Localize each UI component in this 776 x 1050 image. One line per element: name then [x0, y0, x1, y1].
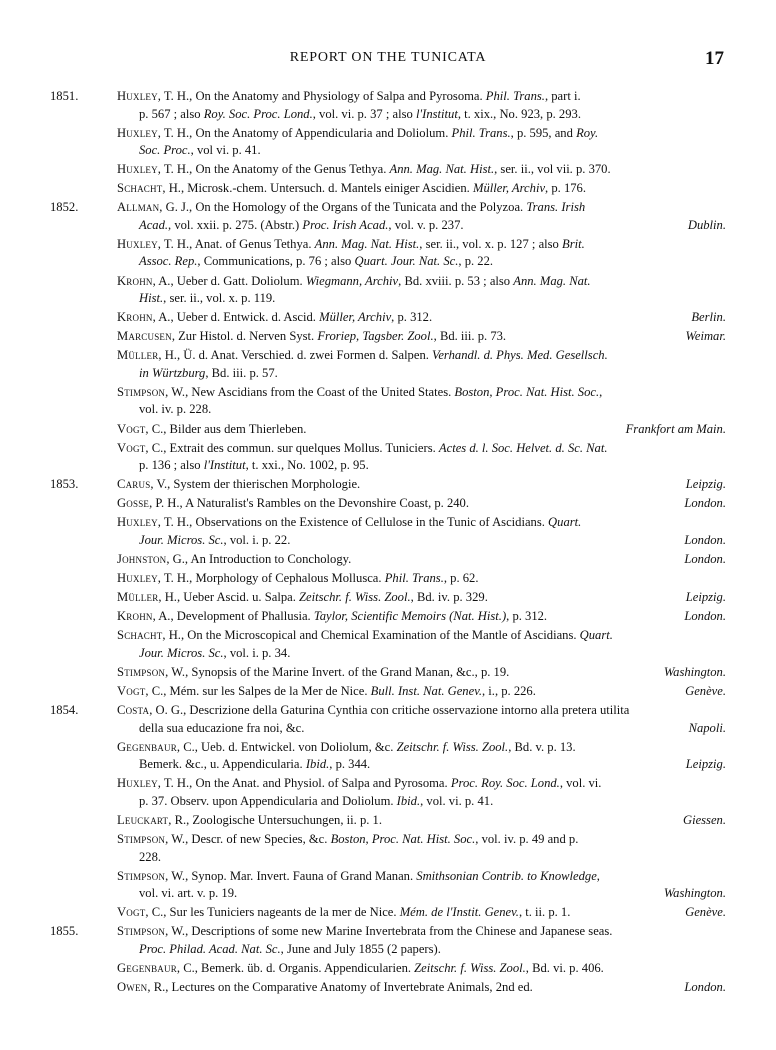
- citation-text: , p. 22.: [458, 254, 494, 269]
- bibliography-entry: [0, 309, 776, 327]
- citation-text: p. 136 ; also: [139, 458, 204, 473]
- author-name: Costa: [117, 703, 150, 718]
- bibliography-entry: [0, 347, 776, 382]
- publication-title: Zeitschr. f. Wiss. Zool.: [414, 960, 526, 975]
- entry-year: 1852.: [50, 200, 79, 215]
- publication-place: Weimar.: [685, 329, 726, 344]
- publication-place: Dublin.: [687, 217, 726, 232]
- publication-title: Froriep, Tagsber. Zool.: [317, 329, 434, 344]
- author-name: Krohn: [117, 609, 153, 624]
- bibliography-entry: [0, 236, 776, 271]
- citation-text: , H., Microsk.-chem. Untersuch. d. Mantels einiger Ascidien.: [162, 181, 473, 196]
- entry-line: [0, 328, 776, 346]
- citation-text: , A., Ueber d. Gatt. Doliolum.: [152, 273, 306, 288]
- bibliography-entry: [0, 979, 776, 997]
- bibliography-entry: [0, 923, 776, 958]
- entry-line: [0, 645, 776, 663]
- entry-line: [0, 979, 776, 997]
- author-name: Schacht: [117, 181, 163, 196]
- publication-place: London.: [684, 496, 726, 511]
- publication-title: Quart.: [579, 628, 613, 643]
- publication-place: Genève.: [685, 905, 726, 920]
- author-name: Huxley: [117, 89, 158, 103]
- publication-title: Müller, Archiv: [472, 181, 546, 196]
- bibliography-entry: [0, 812, 776, 830]
- citation-text: , p. 312.: [391, 310, 433, 325]
- entry-line: [0, 849, 776, 867]
- citation-text: , Bd. iii. p. 57.: [205, 365, 278, 380]
- citation-text: , Bd. xviii. p. 53 ; also: [398, 273, 514, 288]
- entry-line: [0, 551, 776, 569]
- entry-line: [0, 756, 776, 774]
- publication-title: Ibid.: [305, 757, 330, 772]
- citation-text: , ser. ii., vol. x. p. 119.: [163, 291, 276, 306]
- citation-text: , vol. vi. p. 41.: [420, 793, 494, 808]
- publication-place: Frankfort am Main.: [625, 421, 726, 436]
- entry-line: [0, 589, 776, 607]
- publication-title: Assoc. Rep.: [139, 254, 198, 269]
- entry-line: [0, 793, 776, 811]
- entry-line: [0, 532, 776, 550]
- publication-title: Smithsonian Contrib. to Knowledge: [416, 868, 597, 883]
- publication-title: Ann. Mag. Nat. Hist.: [314, 236, 420, 251]
- author-name: Johnston: [117, 552, 167, 566]
- bibliography-entry: [0, 608, 776, 626]
- citation-text: ,: [599, 384, 603, 399]
- citation-text: , Bd. iii. p. 73.: [433, 329, 507, 344]
- entry-line: [0, 125, 776, 143]
- publication-title: Proc. Philad. Acad. Nat. Sc.: [139, 941, 281, 956]
- bibliography-entry: [0, 960, 776, 978]
- citation-text: , p. 344.: [329, 757, 371, 772]
- entry-line: [0, 831, 776, 849]
- author-name: Leuckart: [117, 812, 169, 827]
- entry-line: [0, 683, 776, 701]
- citation-text: , W., New Ascidians from the Coast of the United States.: [165, 384, 455, 399]
- publication-title: Wiegmann, Archiv: [305, 273, 399, 288]
- author-name: Huxley: [117, 515, 158, 530]
- entry-line: [0, 273, 776, 291]
- citation-text: , Communications, p. 76 ; also: [197, 254, 355, 269]
- entry-line: [0, 142, 776, 160]
- author-name: Allman: [117, 200, 160, 215]
- entry-line: [0, 180, 776, 198]
- citation-text: , part i.: [544, 89, 581, 103]
- entry-year: 1853.: [50, 477, 79, 492]
- publication-title: Brit.: [562, 236, 585, 251]
- citation-text: , p. 62.: [443, 571, 479, 586]
- author-name: Gosse: [117, 496, 150, 511]
- publication-place: Berlin.: [691, 310, 726, 325]
- author-name: Stimpson: [117, 924, 166, 939]
- publication-title: Trans. Irish: [526, 200, 586, 215]
- author-name: Owen: [117, 980, 148, 994]
- citation-text: , T. H., Observations on the Existence of Cellulose in the Tunic of Ascidians.: [157, 515, 549, 530]
- entry-line: [0, 904, 776, 922]
- entry-line: [0, 608, 776, 626]
- publication-place: London.: [684, 980, 726, 994]
- bibliography-entry: [0, 904, 776, 922]
- publication-title: Quart.: [548, 515, 582, 530]
- citation-text: , A., Development of Phallusia.: [152, 609, 314, 624]
- bibliography-entry: [0, 627, 776, 662]
- bibliography-entry: [0, 664, 776, 682]
- bibliography-entry: [0, 180, 776, 198]
- publication-place: London.: [684, 609, 726, 624]
- entry-year: 1854.: [50, 703, 79, 718]
- bibliography-entry: [0, 328, 776, 346]
- citation-text: vol. vi. art. v. p. 19.: [139, 886, 238, 901]
- citation-text: , G. J., On the Homology of the Organs of the Tunicata and the Polyzoa.: [159, 200, 527, 215]
- entry-line: [0, 775, 776, 793]
- publication-place: Leipzig.: [685, 757, 726, 772]
- bibliography-entry: [0, 739, 776, 774]
- citation-text: , June and July 1855 (2 papers).: [280, 941, 441, 956]
- citation-text: , vol. i. p. 34.: [223, 645, 291, 660]
- citation-text: , p. 176.: [545, 181, 586, 196]
- entry-line: [0, 365, 776, 383]
- entry-year: 1851.: [50, 89, 79, 103]
- publication-place: Leipzig.: [685, 590, 726, 605]
- bibliography-entry: [0, 125, 776, 160]
- citation-text: , C., Extrait des commun. sur quelques Mollus. Tuniciers.: [145, 440, 439, 455]
- bibliography-entry: [0, 421, 776, 439]
- entry-line: [0, 476, 776, 494]
- author-name: Stimpson: [117, 384, 166, 399]
- citation-text: , Bd. v. p. 13.: [508, 739, 576, 754]
- author-name: Vogt: [117, 905, 146, 920]
- publication-title: Müller, Archiv: [319, 310, 392, 325]
- entry-year: 1855.: [50, 924, 79, 939]
- author-name: Stimpson: [117, 868, 166, 883]
- bibliography-entry: [0, 868, 776, 903]
- citation-text: , vol. i. p. 22.: [223, 532, 291, 547]
- page-header: [0, 48, 776, 70]
- citation-text: , Zur Histol. d. Nerven Syst.: [171, 329, 318, 344]
- citation-text: , vol. vi. p. 37 ; also: [312, 106, 416, 121]
- entry-line: [0, 570, 776, 588]
- publication-title: Ibid.: [396, 793, 421, 808]
- publication-title: Soc. Proc.: [139, 143, 191, 158]
- publication-title: l'Institut: [203, 458, 246, 473]
- entry-line: [0, 868, 776, 886]
- bibliography-entry: [0, 831, 776, 866]
- citation-text: , C., Mém. sur les Salpes de la Mer de Nice.: [145, 684, 371, 699]
- publication-title: Proc. Roy. Soc. Lond.: [450, 776, 560, 791]
- citation-text: , A., Ueber d. Entwick. d. Ascid.: [152, 310, 320, 325]
- citation-text: , ser. ii., vol. x. p. 127 ; also: [419, 236, 563, 251]
- citation-text: , H., On the Microscopical and Chemical Examination of the Mantle of Ascidians.: [162, 628, 580, 643]
- citation-text: , T. H., On the Anatomy of Appendicularia and Doliolum.: [157, 125, 452, 140]
- citation-text: , V., System der thierischen Morphologie.: [150, 477, 361, 492]
- entry-line: [0, 457, 776, 475]
- citation-text: , C., Bemerk. üb. d. Organis. Appendicularien.: [176, 960, 415, 975]
- running-title: REPORT ON THE TUNICATA: [289, 50, 487, 65]
- citation-text: , H., Ueber Ascid. u. Salpa.: [158, 590, 300, 605]
- citation-text: p. 567 ; also: [139, 106, 204, 121]
- entry-line: [0, 664, 776, 682]
- citation-text: Bemerk. &c., u. Appendicularia.: [139, 757, 306, 772]
- citation-text: , T. H., On the Anat. and Physiol. of Salpa and Pyrosoma.: [157, 776, 451, 791]
- author-name: Marcusen: [117, 329, 172, 344]
- citation-text: 228.: [139, 849, 162, 864]
- bibliography-entry: [0, 476, 776, 494]
- publication-title: l'Institut: [415, 106, 458, 121]
- author-name: Schacht: [117, 628, 163, 643]
- citation-text: , T. H., Morphology of Cephalous Mollusca.: [157, 571, 385, 586]
- bibliography-entry: [0, 683, 776, 701]
- publication-title: Boston, Proc. Nat. Hist. Soc.: [454, 384, 600, 399]
- citation-text: , G., An Introduction to Conchology.: [166, 552, 352, 566]
- publication-title: Phil. Trans.: [485, 89, 545, 103]
- author-name: Huxley: [117, 571, 158, 586]
- publication-title: Ann. Mag. Nat.: [513, 273, 591, 288]
- publication-place: Washington.: [663, 664, 726, 679]
- citation-text: , p. 595, and: [510, 125, 577, 140]
- bibliography-entry: [0, 440, 776, 475]
- citation-text: , W., Descr. of new Species, &c.: [165, 832, 331, 847]
- publication-place: Leipzig.: [685, 477, 726, 492]
- entry-line: [0, 960, 776, 978]
- entry-line: [0, 739, 776, 757]
- publication-title: in Würtzburg: [139, 365, 206, 380]
- publication-place: London.: [684, 552, 726, 566]
- entry-line: [0, 309, 776, 327]
- citation-text: , W., Descriptions of some new Marine Invertebrata from the Chinese and Japanese seas.: [165, 924, 613, 939]
- publication-title: Hist.: [139, 291, 164, 306]
- citation-text: , t. xix., No. 923, p. 293.: [457, 106, 581, 121]
- publication-title: Mém. de l'Instit. Genev.: [399, 905, 519, 920]
- citation-text: vol. iv. p. 228.: [139, 402, 212, 417]
- bibliography-entry: [0, 551, 776, 569]
- citation-text: , C., Bilder aus dem Thierleben.: [145, 421, 307, 436]
- entry-line: [0, 236, 776, 254]
- author-name: Vogt: [117, 684, 146, 699]
- bibliography-entry: [0, 199, 776, 234]
- entry-line: [0, 812, 776, 830]
- entry-line: [0, 720, 776, 738]
- entry-line: [0, 923, 776, 941]
- entry-line: [0, 440, 776, 458]
- author-name: Stimpson: [117, 664, 166, 679]
- entry-line: [0, 627, 776, 645]
- author-name: Müller: [117, 348, 159, 363]
- citation-text: , H., Ü. d. Anat. Verschied. d. zwei Formen d. Salpen.: [158, 348, 433, 363]
- publication-title: Taylor, Scientific Memoirs (Nat. Hist.): [313, 609, 507, 624]
- bibliography-entry: [0, 570, 776, 588]
- citation-text: , vol. iv. p. 49 and p.: [475, 832, 579, 847]
- citation-text: , T. H., On the Anatomy and Physiology of Salpa and Pyrosoma.: [157, 89, 486, 103]
- bibliography-entry: [0, 161, 776, 179]
- author-name: Huxley: [117, 776, 158, 791]
- publication-title: Ann. Mag. Nat. Hist.: [389, 162, 495, 177]
- entry-line: [0, 384, 776, 402]
- citation-text: , O. G., Descrizione della Gaturina Cynthia con critiche osservazione intorno alla pretera utilita: [149, 703, 630, 718]
- entry-line: [0, 253, 776, 271]
- page-number: 17: [705, 48, 724, 69]
- author-name: Carus: [117, 477, 151, 492]
- entry-line: [0, 199, 776, 217]
- citation-text: , t. ii. p. 1.: [518, 905, 571, 920]
- publication-title: Jour. Micros. Sc.: [139, 532, 224, 547]
- publication-place: Giessen.: [682, 812, 726, 827]
- entry-line: [0, 106, 776, 124]
- citation-text: , W., Synopsis of the Marine Invert. of the Grand Manan, &c., p. 19.: [165, 664, 510, 679]
- citation-text: , Bd. vi. p. 406.: [525, 960, 604, 975]
- citation-text: , vol. vi.: [559, 776, 602, 791]
- publication-place: Genève.: [685, 684, 726, 699]
- bibliography-list: [0, 88, 776, 998]
- author-name: Stimpson: [117, 832, 166, 847]
- citation-text: p. 37. Observ. upon Appendicularia and Doliolum.: [139, 793, 397, 808]
- bibliography-entry: [0, 88, 776, 123]
- entry-line: [0, 161, 776, 179]
- publication-place: Washington.: [663, 886, 726, 901]
- publication-place: London.: [684, 532, 726, 547]
- bibliography-entry: [0, 589, 776, 607]
- publication-title: Phil. Trans.: [451, 125, 511, 140]
- publication-title: Bull. Inst. Nat. Genev.: [370, 684, 482, 699]
- author-name: Gegenbaur: [117, 739, 177, 754]
- bibliography-entry: [0, 775, 776, 810]
- citation-text: , vol. v. p. 237.: [388, 217, 464, 232]
- citation-text: , P. H., A Naturalist's Rambles on the Devonshire Coast, p. 240.: [149, 496, 470, 511]
- citation-text: ,: [596, 868, 600, 883]
- entry-line: [0, 702, 776, 720]
- citation-text: , t. xxi., No. 1002, p. 95.: [245, 458, 369, 473]
- publication-title: Roy.: [576, 125, 599, 140]
- author-name: Krohn: [117, 310, 153, 325]
- citation-text: , p. 312.: [506, 609, 548, 624]
- citation-text: , ser. ii., vol vii. p. 370.: [494, 162, 611, 177]
- citation-text: , i., p. 226.: [482, 684, 536, 699]
- publication-title: Zeitschr. f. Wiss. Zool.: [396, 739, 509, 754]
- entry-line: [0, 401, 776, 419]
- entry-line: [0, 290, 776, 308]
- citation-text: , Bd. iv. p. 329.: [410, 590, 488, 605]
- citation-text: , T. H., On the Anatomy of the Genus Tethya.: [157, 162, 390, 177]
- author-name: Huxley: [117, 236, 158, 251]
- citation-text: , W., Synop. Mar. Invert. Fauna of Grand Manan.: [165, 868, 417, 883]
- author-name: Huxley: [117, 125, 158, 140]
- author-name: Gegenbaur: [117, 960, 177, 975]
- publication-title: Verhandl. d. Phys. Med. Gesellsch.: [432, 348, 608, 363]
- citation-text: della sua educazione fra noi, &c.: [139, 720, 305, 735]
- bibliography-entry: [0, 384, 776, 419]
- entry-line: [0, 885, 776, 903]
- bibliography-entry: [0, 273, 776, 308]
- citation-text: , R., Lectures on the Comparative Anatomy of Invertebrate Animals, 2nd ed.: [147, 980, 533, 994]
- entry-line: [0, 421, 776, 439]
- author-name: Vogt: [117, 440, 146, 455]
- citation-text: , vol vi. p. 41.: [190, 143, 261, 158]
- publication-title: Jour. Micros. Sc.: [139, 645, 224, 660]
- bibliography-entry: [0, 514, 776, 549]
- citation-text: , C., Ueb. d. Entwickel. von Doliolum, &c.: [176, 739, 397, 754]
- publication-place: Napoli.: [688, 720, 726, 735]
- bibliography-entry: [0, 702, 776, 737]
- entry-line: [0, 88, 776, 106]
- citation-text: , C., Sur les Tuniciers nageants de la mer de Nice.: [145, 905, 400, 920]
- publication-title: Phil. Trans.: [384, 571, 444, 586]
- entry-line: [0, 514, 776, 532]
- publication-title: Zeitschr. f. Wiss. Zool.: [299, 590, 411, 605]
- author-name: Krohn: [117, 273, 153, 288]
- publication-title: Actes d. l. Soc. Helvet. d. Sc. Nat.: [438, 440, 608, 455]
- citation-text: , R., Zoologische Untersuchungen, ii. p. 1.: [168, 812, 382, 827]
- author-name: Vogt: [117, 421, 146, 436]
- entry-line: [0, 941, 776, 959]
- author-name: Müller: [117, 590, 159, 605]
- publication-title: Roy. Soc. Proc. Lond.: [203, 106, 313, 121]
- publication-title: Boston, Proc. Nat. Hist. Soc.: [330, 832, 476, 847]
- citation-text: , T. H., Anat. of Genus Tethya.: [157, 236, 315, 251]
- publication-title: Proc. Irish Acad.: [302, 217, 389, 232]
- publication-title: Quart. Jour. Nat. Sc.: [354, 254, 459, 269]
- publication-title: Acad.: [139, 217, 169, 232]
- bibliography-entry: [0, 495, 776, 513]
- entry-line: [0, 495, 776, 513]
- entry-line: [0, 347, 776, 365]
- entry-line: [0, 217, 776, 235]
- citation-text: , vol. xxii. p. 275. (Abstr.): [168, 217, 303, 232]
- author-name: Huxley: [117, 162, 158, 177]
